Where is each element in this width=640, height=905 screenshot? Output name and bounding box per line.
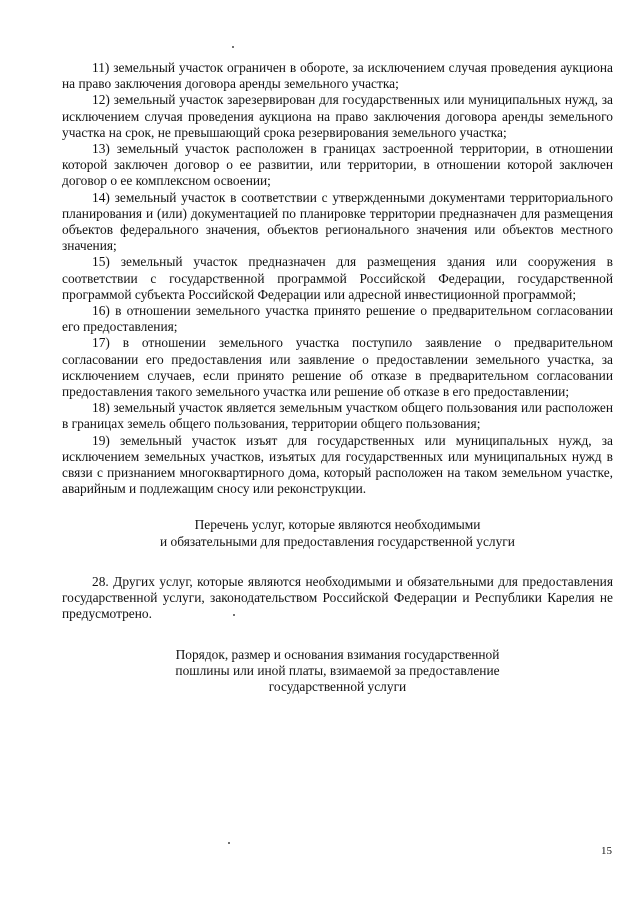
list-item-11: 11) земельный участок ограничен в обороте, за исключением случая проведения аукциона на право заключения договора аренды земельного участка; (62, 60, 613, 92)
heading-line: государственной услуги (268, 678, 407, 694)
section-heading-fee (62, 647, 613, 696)
heading-line: Перечень услуг, которые являются необходимыми (194, 517, 481, 533)
list-item-13: 13) земельный участок расположен в границах застроенной территории, в отношении которой заключен договор о ее развитии, или территории, в отношении которой заключен договор о ее комплексном освоении; (62, 141, 613, 189)
list-item-19: 19) земельный участок изъят для государственных или муниципальных нужд, за исключением земельных участков, изъятых для государственных или муниципальных нужд в связи с признанием многоквартирного дома, который расположен на таком земельном участке, аварийным и подлежащим сносу или реконструкции. (62, 432, 613, 497)
list-item-12: 12) земельный участок зарезервирован для государственных или муниципальных нужд, за исключением случая проведения аукциона на право заключения договора аренды земельного участка на срок, не превышающий срока резервирования земельного участка; (62, 92, 613, 140)
list-item-15: 15) земельный участок предназначен для размещения здания или сооружения в соответствии с государственной программой Российской Федерации, государственной программой субъекта Российской Федерации или адресной инвестиционной программой; (62, 254, 613, 302)
section-heading-services (62, 517, 613, 549)
paragraph-28: 28. Других услуг, которые являются необходимыми и обязательными для предоставления государственной услуги, законодательством Российской Федерации и Республики Карелия не предусмотрено. (62, 573, 613, 622)
list-item-16: 16) в отношении земельного участка принято решение о предварительном согласовании его предоставления; (62, 303, 613, 335)
heading-line: и обязательными для предоставления государственной услуги (160, 533, 515, 549)
list-item-17: 17) в отношении земельного участка поступило заявление о предварительном согласовании его предоставления или заявление о предоставлении земельного участка, за исключением случаев, если принято решение об отказе в предварительном согласовании предоставления такого земельного участка или решение об отказе в его предоставлении; (62, 335, 613, 400)
scan-speck (228, 842, 230, 844)
heading-line: пошлины или иной платы, взимаемой за предоставление (175, 662, 500, 678)
page-number: 15 (601, 845, 612, 857)
list-item-18: 18) земельный участок является земельным участком общего пользования или расположен в границах земель общего пользования, территории общего пользования; (62, 400, 613, 432)
scan-speck (232, 46, 234, 48)
heading-line: Порядок, размер и основания взимания государственной (175, 646, 500, 662)
document-body (62, 60, 613, 695)
list-item-14: 14) земельный участок в соответствии с утвержденными документами территориального планирования и (или) документацией по планировке территории предназначен для размещения объектов федерального значения, объектов регионального значения или объектов местного значения; (62, 189, 613, 254)
